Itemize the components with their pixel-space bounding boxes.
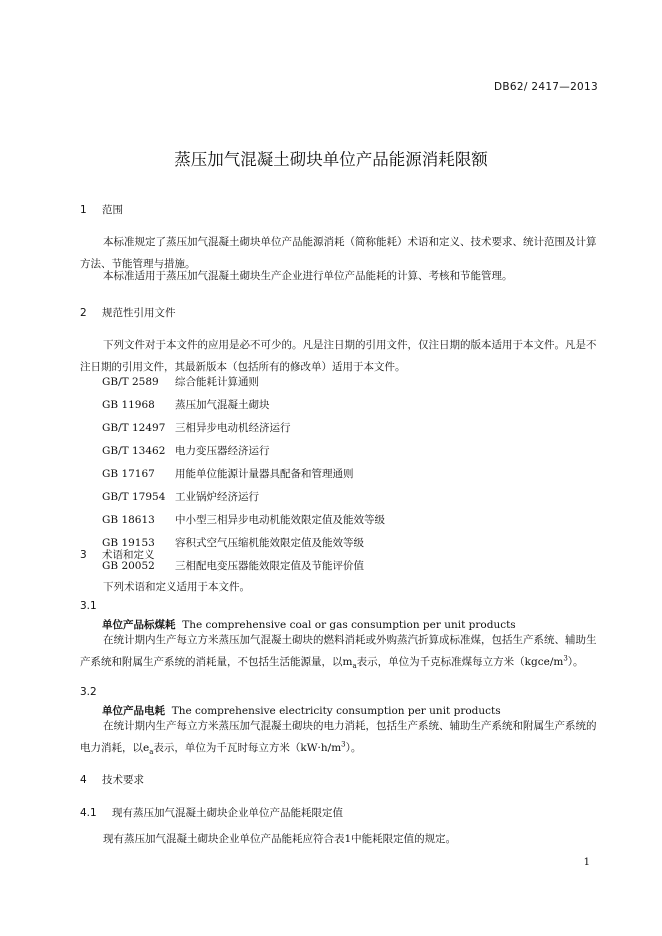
subsection-title: 现有蒸压加气混凝土砌块企业单位产品能耗限定值 <box>112 807 343 819</box>
paragraph: 本标准规定了蒸压加气混凝土砌块单位产品能源消耗（简称能耗）术语和定义、技术要求、统计范围及计算方法、节能管理与措施。 <box>80 236 597 270</box>
reference-name: 蒸压加气混凝土砌块 <box>175 399 270 411</box>
reference-name: 电力变压器经济运行 <box>175 445 270 457</box>
definition-subscript: a <box>352 662 357 671</box>
reference-code: GB/T 13462 <box>102 445 166 457</box>
term-name: 单位产品标煤耗 <box>102 619 176 631</box>
section-1-heading <box>80 202 123 217</box>
term-english: The comprehensive coal or gas consumption per unit products <box>182 619 516 631</box>
section-4-heading <box>80 772 144 787</box>
paragraph: 下列文件对于本文件的应用是必不可少的。凡是注日期的引用文件，仅注日期的版本适用于本文件。凡是不注日期的引用文件，其最新版本（包括所有的修改单）适用于本文件。 <box>80 339 597 373</box>
section-title: 规范性引用文件 <box>102 307 176 319</box>
page-number: 1 <box>583 857 590 868</box>
section-title: 技术要求 <box>102 774 144 786</box>
definition-text: 在统计期内生产每立方米蒸压加气混凝土砌块的电力消耗，包括生产系统、辅助生产系统和附属生产系统的电力消耗，以e <box>80 720 597 754</box>
term-english: The comprehensive electricity consumption per unit products <box>171 705 501 717</box>
reference-code: GB 20052 <box>102 560 155 572</box>
reference-item <box>102 512 385 527</box>
reference-item <box>102 420 291 435</box>
reference-name: 工业锅炉经济运行 <box>175 491 259 503</box>
reference-name: 中小型三相异步电动机能效限定值及能效等级 <box>175 514 385 526</box>
document-number: DB62/ 2417—2013 <box>494 81 598 93</box>
reference-item <box>102 374 259 389</box>
term-number: 3.2 <box>80 686 97 698</box>
definition-superscript: 3 <box>563 654 568 663</box>
reference-item <box>102 443 270 458</box>
reference-code: GB 17167 <box>102 468 155 480</box>
reference-item <box>102 397 270 412</box>
section-3-heading <box>80 547 155 562</box>
subsection-4-1-heading <box>80 805 343 820</box>
reference-name: 容积式空气压缩机能效限定值及能效等级 <box>175 537 364 549</box>
section-title: 范围 <box>102 204 123 216</box>
reference-code: GB 11968 <box>102 399 155 411</box>
subsection-number: 4.1 <box>80 807 97 819</box>
term-number: 3.1 <box>80 600 97 612</box>
section-number: 3 <box>80 549 87 561</box>
section-title: 术语和定义 <box>102 549 155 561</box>
reference-name: 三相配电变压器能效限定值及节能评价值 <box>175 560 364 572</box>
reference-code: GB 19153 <box>102 537 155 549</box>
definition-text: ）。 <box>345 742 362 754</box>
reference-code: GB 18613 <box>102 514 155 526</box>
definition-superscript: 3 <box>341 740 346 749</box>
section-2-heading <box>80 305 176 320</box>
term-name: 单位产品电耗 <box>102 705 165 717</box>
definition-text: 表示，单位为千克标准煤每立方米（kgce/m <box>356 656 564 668</box>
reference-name: 三相异步电动机经济运行 <box>175 422 291 434</box>
definition-subscript: a <box>149 748 154 757</box>
reference-name: 用能单位能源计量器具配备和管理通则 <box>175 468 354 480</box>
reference-code: GB/T 2589 <box>102 376 159 388</box>
section-number: 2 <box>80 307 87 319</box>
reference-item <box>102 489 259 504</box>
reference-code: GB/T 17954 <box>102 491 166 503</box>
paragraph: 现有蒸压加气混凝土砌块企业单位产品能耗应符合表1中能耗限定值的规定。 <box>103 833 457 845</box>
reference-item <box>102 466 354 481</box>
definition-text: 表示，单位为千瓦时每立方米（kW·h/m <box>153 742 342 754</box>
reference-code: GB/T 12497 <box>102 422 166 434</box>
term-definition <box>80 629 602 673</box>
definition-text: ）。 <box>567 656 584 668</box>
section-number: 4 <box>80 774 87 786</box>
reference-name: 综合能耗计算通则 <box>175 376 259 388</box>
term-definition <box>80 715 602 759</box>
definition-text: 在统计期内生产每立方米蒸压加气混凝土砌块的燃料消耗或外购蒸汽折算成标准煤，包括生产系统、辅助生产系统和附属生产系统的消耗量，不包括生活能源量，以m <box>80 634 597 668</box>
page-title: 蒸压加气混凝土砌块单位产品能源消耗限额 <box>174 150 488 169</box>
section-number: 1 <box>80 204 87 216</box>
paragraph: 本标准适用于蒸压加气混凝土砌块生产企业进行单位产品能耗的计算、考核和节能管理。 <box>103 270 513 282</box>
paragraph: 下列术语和定义适用于本文件。 <box>103 581 250 593</box>
